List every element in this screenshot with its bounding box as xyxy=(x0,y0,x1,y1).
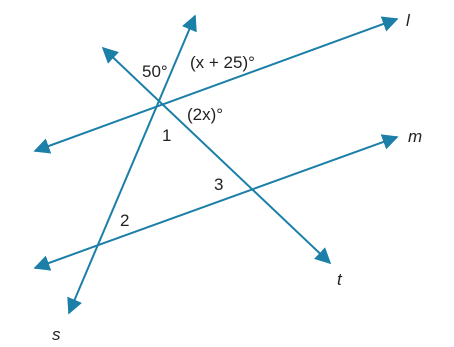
angle-2x-label: (2x)° xyxy=(187,105,224,124)
angle-x-plus-25-label: (x + 25)° xyxy=(190,53,255,72)
angle-50-label: 50° xyxy=(142,62,168,81)
line-s xyxy=(69,16,195,313)
line-l xyxy=(35,19,397,151)
label-l: l xyxy=(406,11,410,30)
angle-3-label: 3 xyxy=(214,175,224,194)
label-s: s xyxy=(52,325,61,344)
angle-1-label: 1 xyxy=(162,126,172,145)
angle-2-label: 2 xyxy=(120,211,130,230)
label-m: m xyxy=(408,127,423,146)
label-t: t xyxy=(337,270,342,289)
line-m xyxy=(35,137,397,268)
